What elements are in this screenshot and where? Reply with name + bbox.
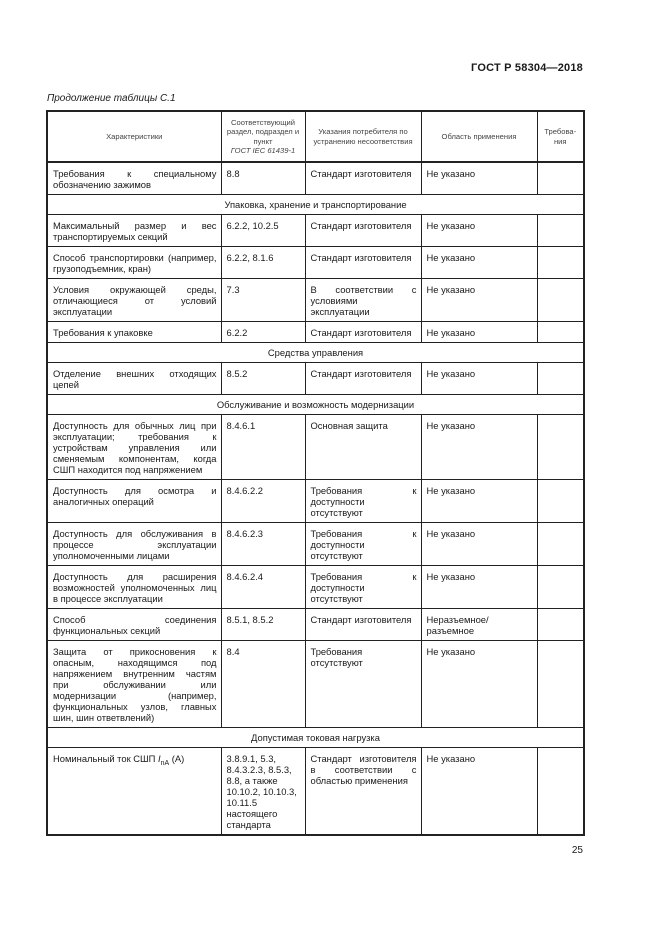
characteristic-prefix: Номинальный ток СШП [53,753,158,764]
cell-application-area: Не указано [421,363,537,395]
cell-characteristic [47,748,221,836]
cell-application-area: Не указано [421,566,537,609]
table-caption: Продолжение таблицы С.1 [47,93,176,104]
cell-requirement [537,215,584,247]
cell-characteristic: Максимальный размер и вес транспортируемых секций [47,215,221,247]
cell-application-area: Не указано [421,162,537,195]
cell-application-area: Неразъемное/разъемное [421,609,537,641]
current-symbol: I [157,753,161,764]
cell-characteristic: Требования к специальному обозначению зажимов [47,162,221,195]
table-row [47,641,584,728]
cell-requirement [537,247,584,279]
col-header-section-text: Соответствующий раздел, подраздел и пункт [226,117,300,146]
cell-requirement [537,566,584,609]
section-row [47,395,584,415]
cell-requirement [537,363,584,395]
cell-application-area: Не указано [421,415,537,480]
cell-clause: 7.3 [221,279,305,322]
cell-user-instructions: Стандарт изготовителя [305,162,421,195]
cell-clause: 3.8.9.1, 5.3, 8.4.3.2.3, 8.5.3, 8.8, а также 10.10.2, 10.10.3, 10.11.5 настоящего стандарта [221,748,305,836]
cell-requirement [537,641,584,728]
table-row [47,748,584,836]
table-row [47,247,584,279]
cell-characteristic: Требования к упаковке [47,322,221,343]
requirements-table [46,110,585,836]
table-row [47,609,584,641]
section-title: Обслуживание и возможность модернизации [47,395,584,415]
document-code: ГОСТ Р 58304—2018 [471,62,583,74]
cell-user-instructions: Требования к доступности отсутствуют [305,523,421,566]
cell-clause: 8.4 [221,641,305,728]
section-title: Средства управления [47,343,584,363]
cell-clause: 8.4.6.2.2 [221,480,305,523]
table-row [47,480,584,523]
cell-characteristic: Защита от прикосновения к опасным, находящимся под напряжением внутренним частям при обслуживании или модернизации (например, функциональных узлов, главных шин, шин ответвлений) [47,641,221,728]
cell-clause: 8.4.6.2.3 [221,523,305,566]
cell-application-area: Не указано [421,215,537,247]
cell-requirement [537,279,584,322]
table-header-row [47,111,584,162]
cell-clause: 6.2.2 [221,322,305,343]
table-row [47,322,584,343]
cell-application-area: Не указано [421,523,537,566]
table-row [47,279,584,322]
cell-user-instructions: Стандарт изготовителя [305,322,421,343]
cell-user-instructions: Требования отсутствуют [305,641,421,728]
cell-user-instructions: Стандарт изготовителя [305,363,421,395]
cell-characteristic: Способ соединения функциональных секций [47,609,221,641]
table-row [47,523,584,566]
col-header-characteristics: Характеристики [47,111,221,162]
cell-user-instructions: Требования к доступности отсутствуют [305,566,421,609]
cell-requirement [537,480,584,523]
cell-user-instructions: Стандарт изготовителя [305,215,421,247]
cell-requirement [537,322,584,343]
cell-characteristic: Доступность для расширения возможностей уполномоченных лиц в процессе эксплуатации [47,566,221,609]
table-row [47,415,584,480]
col-header-standard: ГОСТ IEC 61439-1 [230,146,296,155]
section-row [47,195,584,215]
page-number: 25 [571,845,583,856]
cell-application-area: Не указано [421,748,537,836]
cell-user-instructions: Основная защита [305,415,421,480]
cell-user-instructions: В соответствии с условиями эксплуатации [305,279,421,322]
cell-characteristic: Условия окружающей среды, отличающиеся от условий эксплуатации [47,279,221,322]
section-title: Упаковка, хранение и транспортирование [47,195,584,215]
cell-clause: 6.2.2, 10.2.5 [221,215,305,247]
cell-clause: 8.5.2 [221,363,305,395]
col-header-application-area: Область применения [421,111,537,162]
cell-application-area: Не указано [421,480,537,523]
table-row [47,215,584,247]
cell-requirement [537,415,584,480]
cell-application-area: Не указано [421,322,537,343]
cell-user-instructions: Стандарт изготовителя [305,247,421,279]
table-body [47,162,584,835]
section-title: Допустимая токовая нагрузка [47,728,584,748]
cell-requirement [537,162,584,195]
cell-characteristic: Способ транспортировки (например, грузоподъемник, кран) [47,247,221,279]
cell-clause: 6.2.2, 8.1.6 [221,247,305,279]
cell-clause: 8.4.6.1 [221,415,305,480]
col-header-user-instructions: Указания потребителя по устранению несоответствия [305,111,421,162]
table-row [47,363,584,395]
cell-user-instructions: Требования к доступности отсутствуют [305,480,421,523]
table-row [47,566,584,609]
cell-user-instructions: Стандарт изготовителя в соответствии с областью применения [305,748,421,836]
cell-requirement [537,523,584,566]
current-unit: (А) [169,753,185,764]
col-header-section [221,111,305,162]
cell-characteristic: Отделение внешних отходящих цепей [47,363,221,395]
cell-clause: 8.5.1, 8.5.2 [221,609,305,641]
cell-characteristic: Доступность для осмотра и аналогичных операций [47,480,221,523]
cell-requirement [537,748,584,836]
cell-clause: 8.4.6.2.4 [221,566,305,609]
section-row [47,343,584,363]
table-row [47,162,584,195]
cell-clause: 8.8 [221,162,305,195]
cell-characteristic: Доступность для обычных лиц при эксплуатации; требования к устройствам управления или сменяемым компонентам, когда СШП находится под напряжением [47,415,221,480]
cell-user-instructions: Стандарт изготовителя [305,609,421,641]
cell-characteristic: Доступность для обслуживания в процессе эксплуатации уполномоченными лицами [47,523,221,566]
cell-application-area: Не указано [421,641,537,728]
cell-application-area: Не указано [421,279,537,322]
col-header-requirement: Требова-ния [537,111,584,162]
current-subscript: nA [160,759,170,767]
cell-application-area: Не указано [421,247,537,279]
cell-requirement [537,609,584,641]
section-row [47,728,584,748]
